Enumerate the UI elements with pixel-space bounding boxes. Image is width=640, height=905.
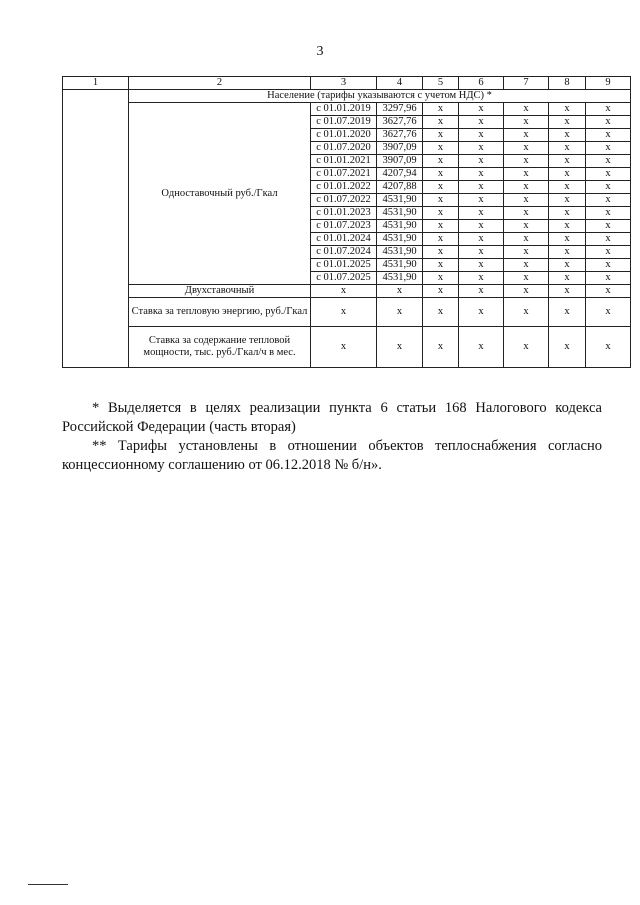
tariff-value: 3907,09 [377,155,423,168]
mark-cell: x [586,327,631,368]
mark-cell: x [549,259,586,272]
mark-cell: x [459,285,504,298]
mark-cell: x [459,298,504,327]
section-row [63,90,631,103]
mark-cell: x [549,220,586,233]
tariff-value: 4531,90 [377,220,423,233]
col-header: 5 [423,77,459,90]
mark-cell: x [423,181,459,194]
col-header: 8 [549,77,586,90]
col-header: 9 [586,77,631,90]
mark-cell: x [423,259,459,272]
period-date: с 01.01.2025 [311,259,377,272]
period-date: с 01.01.2022 [311,181,377,194]
mark-cell: x [459,272,504,285]
tariff-value: 3907,09 [377,142,423,155]
mark-cell: x [459,168,504,181]
tariff-value: 4531,90 [377,246,423,259]
footnotes [62,399,602,475]
period-date: с 01.01.2024 [311,233,377,246]
two-part-row [63,285,631,298]
heat-energy-row [63,298,631,327]
column-header-row [63,77,631,90]
mark-cell: x [586,155,631,168]
mark-cell: x [504,181,549,194]
tariff-value: 4531,90 [377,259,423,272]
period-date: с 01.07.2019 [311,116,377,129]
tariff-value: 4531,90 [377,233,423,246]
mark-cell: x [549,155,586,168]
capacity-rate-label: Ставка за содержание тепловой мощности, тыс. руб./Гкал/ч в мес. [129,327,311,368]
mark-cell: x [459,116,504,129]
mark-cell: x [504,246,549,259]
footer-rule [28,884,68,885]
mark-cell: x [549,246,586,259]
mark-cell: x [549,233,586,246]
period-date: с 01.07.2024 [311,246,377,259]
mark-cell: x [459,207,504,220]
mark-cell: x [504,220,549,233]
empty-org-cell [63,90,129,368]
tariff-value: 3297,96 [377,103,423,116]
mark-cell: x [423,207,459,220]
mark-cell: x [459,103,504,116]
mark-cell: x [549,168,586,181]
mark-cell: x [549,285,586,298]
mark-cell: x [586,298,631,327]
mark-cell: x [549,327,586,368]
mark-cell: x [586,116,631,129]
mark-cell: x [549,103,586,116]
period-date: с 01.01.2021 [311,155,377,168]
mark-cell: x [423,155,459,168]
mark-cell: x [586,285,631,298]
mark-cell: x [549,116,586,129]
mark-cell: x [377,285,423,298]
mark-cell: x [459,327,504,368]
mark-cell: x [504,194,549,207]
mark-cell: x [459,220,504,233]
mark-cell: x [504,155,549,168]
section-title: Население (тарифы указываются с учетом НДС) * [129,90,631,103]
mark-cell: x [423,233,459,246]
mark-cell: x [549,272,586,285]
period-date: с 01.01.2020 [311,129,377,142]
mark-cell: x [586,181,631,194]
mark-cell: x [423,272,459,285]
col-header: 3 [311,77,377,90]
mark-cell: x [423,103,459,116]
mark-cell: x [549,129,586,142]
mark-cell: x [423,220,459,233]
mark-cell: x [423,129,459,142]
mark-cell: x [549,142,586,155]
mark-cell: x [423,285,459,298]
period-date: с 01.07.2025 [311,272,377,285]
mark-cell: x [459,181,504,194]
mark-cell: x [586,194,631,207]
tariff-table [62,76,631,368]
col-header: 6 [459,77,504,90]
mark-cell: x [586,233,631,246]
mark-cell: x [459,246,504,259]
one-part-rate-label: Одноставочный руб./Гкал [129,103,311,285]
mark-cell: x [504,272,549,285]
mark-cell: x [586,129,631,142]
col-header: 1 [63,77,129,90]
mark-cell: x [423,194,459,207]
page-number: 3 [316,44,324,59]
mark-cell: x [423,168,459,181]
mark-cell: x [504,207,549,220]
mark-cell: x [459,155,504,168]
mark-cell: x [504,103,549,116]
mark-cell: x [549,207,586,220]
tariff-value: 4207,94 [377,168,423,181]
tariff-value: 4531,90 [377,194,423,207]
mark-cell: x [311,327,377,368]
mark-cell: x [549,181,586,194]
footnote-concession: ** Тарифы установлены в отношении объектов теплоснабжения согласно концессионному соглашению от 06.12.2018 № б/н». [62,438,602,473]
mark-cell: x [586,103,631,116]
mark-cell: x [586,220,631,233]
tariff-value: 3627,76 [377,129,423,142]
col-header: 2 [129,77,311,90]
period-date: с 01.07.2022 [311,194,377,207]
col-header: 4 [377,77,423,90]
period-date: с 01.07.2023 [311,220,377,233]
mark-cell: x [504,129,549,142]
mark-cell: x [377,298,423,327]
mark-cell: x [459,129,504,142]
mark-cell: x [459,142,504,155]
mark-cell: x [311,298,377,327]
mark-cell: x [549,298,586,327]
mark-cell: x [504,298,549,327]
mark-cell: x [504,116,549,129]
heat-energy-rate-label: Ставка за тепловую энергию, руб./Гкал [129,298,311,327]
mark-cell: x [586,207,631,220]
tariff-value: 4531,90 [377,207,423,220]
mark-cell: x [586,246,631,259]
mark-cell: x [504,285,549,298]
tariff-row [63,103,631,116]
period-date: с 01.01.2023 [311,207,377,220]
mark-cell: x [504,142,549,155]
mark-cell: x [423,298,459,327]
mark-cell: x [459,194,504,207]
period-date: с 01.07.2021 [311,168,377,181]
mark-cell: x [423,142,459,155]
mark-cell: x [586,272,631,285]
mark-cell: x [586,142,631,155]
mark-cell: x [586,168,631,181]
mark-cell: x [549,194,586,207]
mark-cell: x [423,116,459,129]
tariff-value: 4531,90 [377,272,423,285]
mark-cell: x [504,259,549,272]
mark-cell: x [423,246,459,259]
mark-cell: x [504,168,549,181]
mark-cell: x [423,327,459,368]
col-header: 7 [504,77,549,90]
mark-cell: x [459,259,504,272]
mark-cell: x [586,259,631,272]
two-part-rate-label: Двухставочный [129,285,311,298]
mark-cell: x [311,285,377,298]
capacity-row [63,327,631,368]
mark-cell: x [504,233,549,246]
period-date: с 01.07.2020 [311,142,377,155]
period-date: с 01.01.2019 [311,103,377,116]
tariff-value: 4207,88 [377,181,423,194]
mark-cell: x [377,327,423,368]
footnote-vat: * Выделяется в целях реализации пункта 6 статьи 168 Налогового кодекса Российской Федерации (часть вторая) [62,400,602,435]
tariff-value: 3627,76 [377,116,423,129]
tariff-table-body [63,77,631,368]
mark-cell: x [459,233,504,246]
mark-cell: x [504,327,549,368]
